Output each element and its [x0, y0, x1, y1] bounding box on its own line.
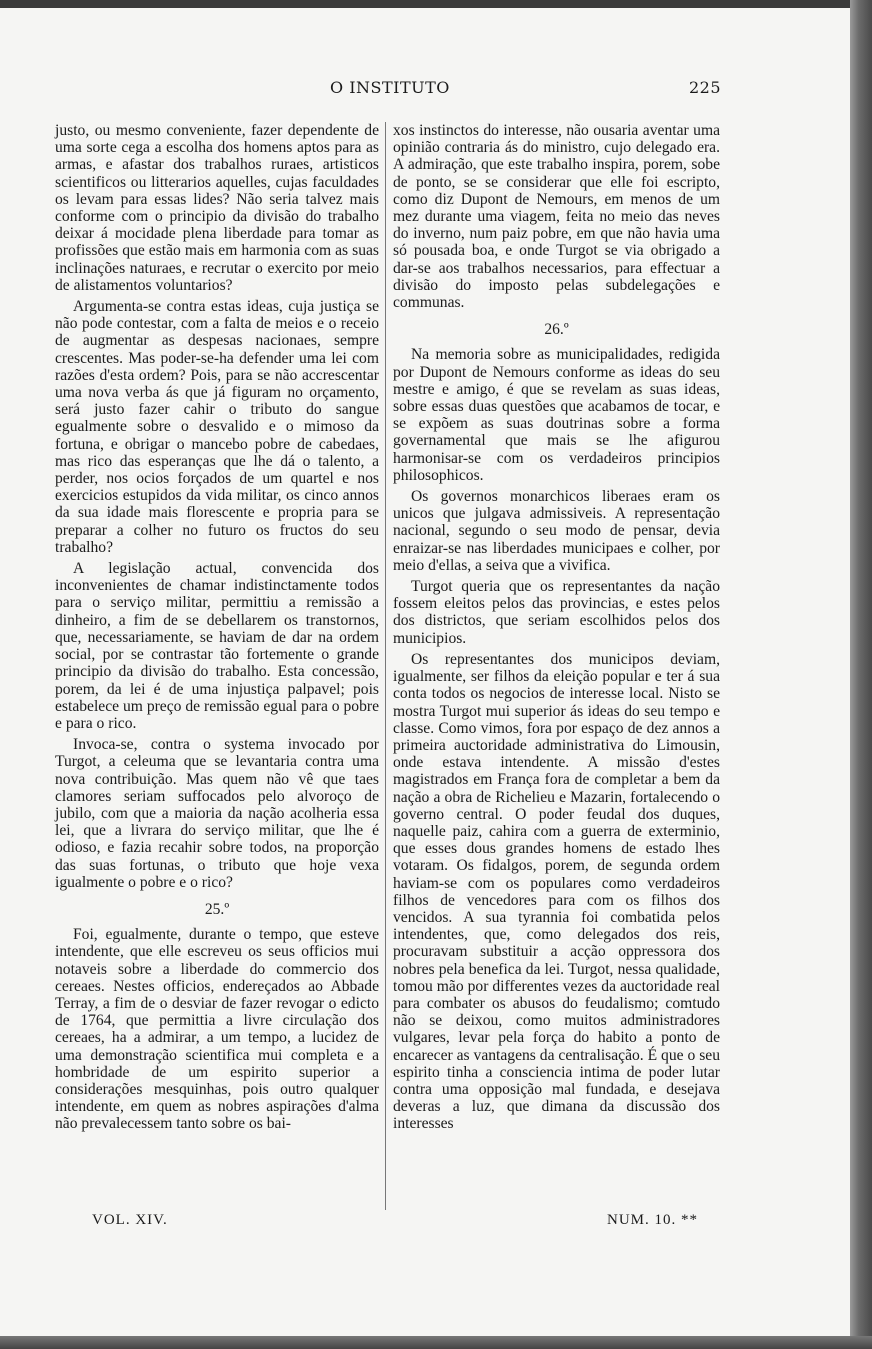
- paragraph: Os representantes dos municipos deviam, igualmente, ser filhos da eleição popular e ter á sua conta todos os negocios de interesse local. Nisto se mostra Turgot mui superior ás ideas do seu tempo e classe. Como vimos, fora por espaço de dez annos a primeira auctoridade administrativa do Limousin, onde estava intendente. A missão d'estes magistrados em França fora de completar a bem da nação a obra de Richelieu e Mazarin, fortalecendo o governo central. O poder feudal dos duques, naquelle paiz, cahira com a guerra de exterminio, que esses dous grandes homens de estado lhes votaram. Os fidalgos, porem, de segunda ordem haviam-se com os populares como verdadeiros filhos de vencedores para com os filhos dos vencidos. A sua tyrannia foi combatida pelos intendentes, que, como delegados dos reis, procuravam substituir a acção oppressora dos nobres pela benefica da lei. Turgot, nessa qualidade, tomou mão por differentes vezes da auctoridade real para combater os abusos do feudalismo; comtudo não se deixou, como muitos administradores vulgares, levar pela força do habito a ponto de encarecer as vantagens da centralisação. É que o seu espirito tinha a consciencia intima de poder lutar contra uma opposição mal fundada, e desejava deveras a luz, que dimana da discussão dos interesses: [393, 650, 720, 1133]
- paragraph: Turgot queria que os representantes da nação fossem eleitos pelos das provincias, e estes pelos dos districtos, que seriam escolhidos pelos dos municipios.: [393, 578, 720, 647]
- running-head: [0, 78, 850, 102]
- section-number: 25.º: [204, 900, 230, 918]
- paragraph: A legislação actual, convencida dos inconvenientes de chamar indistinctamente todos para o serviço militar, permittiu a remissão a dinheiro, a fim de se debellarem os transtornos, que, necessariamente, se haviam de dar na ordem social, por se contrastar tão fortemente o grande principio da divisão do trabalho. Esta concessão, porem, da lei é de uma injustiça palpavel; pois estabelece um preço de remissão egual para o pobre e para o rico.: [55, 560, 379, 732]
- volume-label: VOL. XIV.: [92, 1212, 168, 1228]
- page-edge: [850, 0, 872, 1349]
- scan-bottom-edge: [0, 1336, 872, 1349]
- paragraph: Invoca-se, contra o systema invocado por Turgot, a celeuma que se levantaria contra uma nova contribuição. Mas quem não vê que taes clamores seriam suffocados pelo alvoroço de jubilo, com que a maioria da nação acolheria essa lei, que a livrara do serviço militar, que lhe é odioso, e fazia recahir sobre todos, na proporção das suas fortunas, o tributo que hoje vexa igualmente o pobre e o rico?: [55, 736, 379, 891]
- journal-title: O INSTITUTO: [330, 78, 450, 97]
- paragraph: xos instinctos do interesse, não ousaria aventar uma opinião contraria ás do ministro, cujo delegado era. A admiração, que este trabalho inspira, porem, sobe de ponto, se se considerar que elle foi escripto, como diz Dupont de Nemours, em menos de um mez durante uma viagem, feita no meio das neves do inverno, num paiz pobre, em que não havia uma só pousada boa, e onde Turgot se via obrigado a dar-se aos trabalhos necessarios, para effectuar a divisão do imposto pelas subdelegações e communas.: [393, 122, 720, 312]
- paragraph: justo, ou mesmo conveniente, fazer dependente de uma sorte cega a escolha dos homens aptos para as armas, e afastar dos trabalhos ruraes, artisticos scientificos ou litterarios aquelles, cujas faculdades os levam para essas lides? Não seria talvez mais conforme com o principio da divisão do trabalho deixar á mocidade plena liberdade para tomar as profissões que estão mais em harmonia com as suas inclinações naturaes, e recrutar o exercito por meio de alistamentos voluntarios?: [55, 122, 379, 294]
- page-footer: [0, 1212, 850, 1234]
- page-number: 225: [689, 78, 722, 97]
- section-number: 26.º: [544, 321, 569, 339]
- left-column: [55, 122, 379, 1133]
- paragraph: Na memoria sobre as municipalidades, redigida por Dupont de Nemours conforme as ideas do seu mestre e amigo, é que se revelam as suas ideas, sobre essas duas questões que acabamos de tocar, e se expõem as suas doutrinas sobre a forma governamental que mais se lhe afigurou harmonisar-se com os verdadeiros principios philosophicos.: [393, 346, 720, 484]
- paragraph: Argumenta-se contra estas ideas, cuja justiça se não pode contestar, com a falta de meios e o receio de augmentar as despesas nacionaes, sempre crescentes. Mas poder-se-ha defender uma lei com razões d'esta ordem? Pois, para se não accrescentar uma nova verba ás que já figuram no orçamento, será justo fazer cahir o tributo do sangue egualmente sobre o desvalido e o mimoso da fortuna, e obrigar o mancebo pobre de cabedaes, mas rico das esperanças que lhe dá o talento, a perder, nos ocios forçados de um quartel e nos exercicios estupidos da vida militar, os cinco annos da sua idade mais florescente e propria para se preparar a colher no futuro os fructos do seu trabalho?: [55, 298, 379, 556]
- issue-number: NUM. 10. **: [607, 1212, 699, 1228]
- paragraph: Foi, egualmente, durante o tempo, que esteve intendente, que elle escreveu os seus officios mui notaveis sobre a liberdade do commercio dos cereaes. Nestes officios, endereçados ao Abbade Terray, a fim de o desviar de fazer revogar o edicto de 1764, que permittia a livre circulação dos cereaes, ha a admirar, a um tempo, a lucidez de uma demonstração scientifica mui completa e a hombridade de um espirito superior a considerações mesquinhas, pois outro qualquer intendente, em quem as nobres aspirações d'alma não prevalecessem tanto sobre os bai-: [55, 926, 379, 1133]
- right-column: [393, 122, 720, 1133]
- paragraph: Os governos monarchicos liberaes eram os unicos que julgava admissiveis. A representação nacional, segundo o seu modo de pensar, devia enraizar-se nas liberdades municipaes e colher, por meio d'ellas, a seiva que a vivifica.: [393, 488, 720, 574]
- column-rule: [385, 122, 386, 1210]
